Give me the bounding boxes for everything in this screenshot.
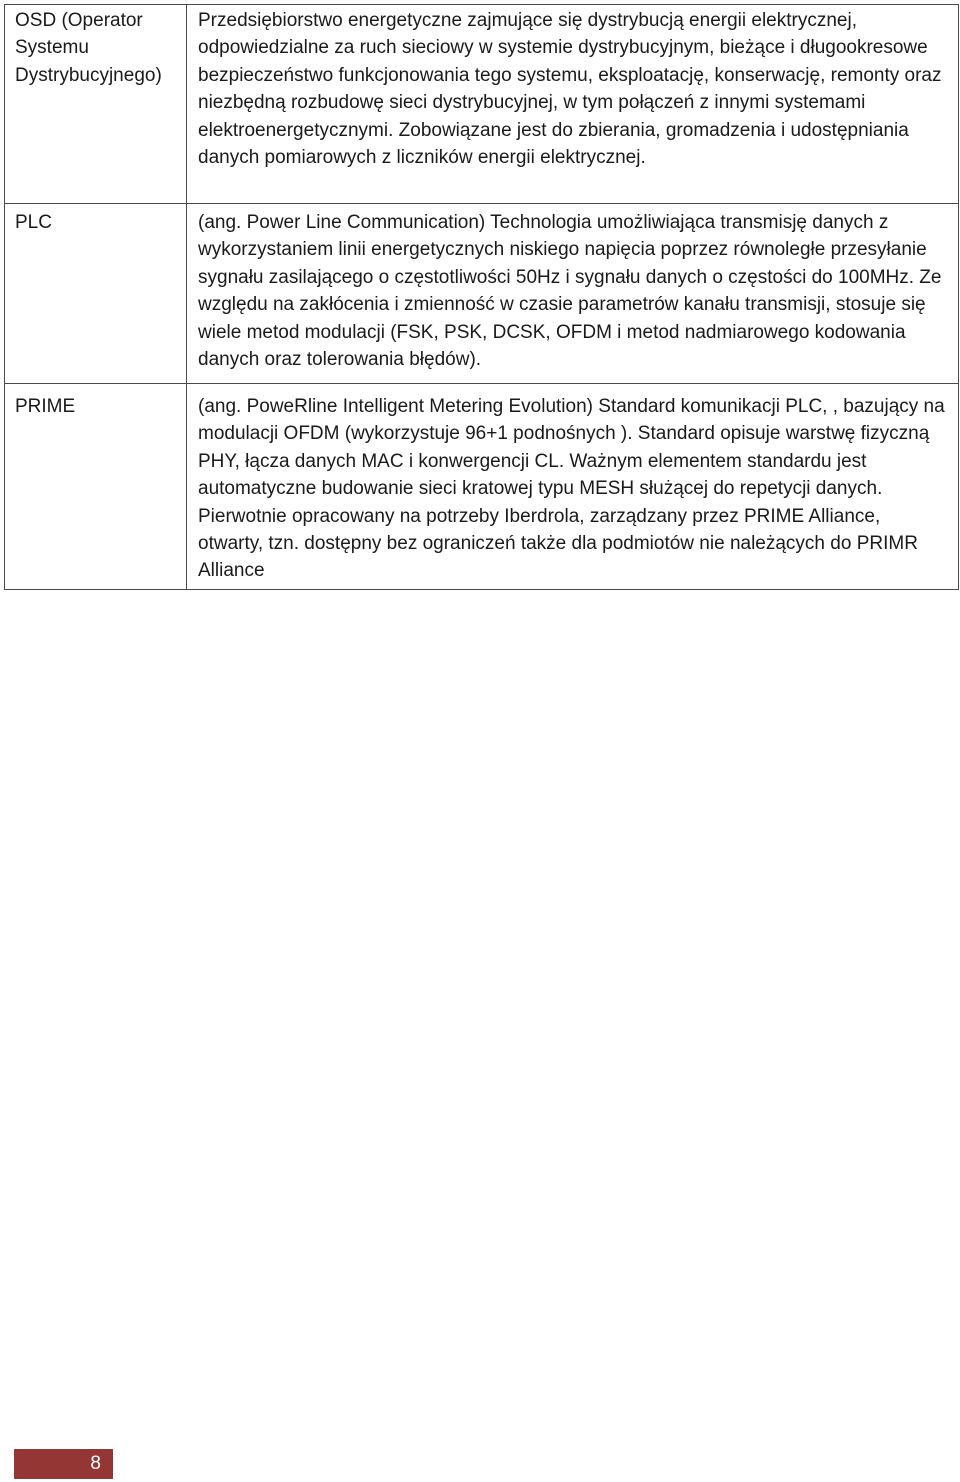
glossary-term: PLC [5, 204, 187, 384]
glossary-term: PRIME [5, 384, 187, 590]
glossary-definition: Przedsiębiorstwo energetyczne zajmujące się dystrybucją energii elektrycznej, odpowiedzialne za ruch sieciowy w systemie dystrybucyjnym, bieżące i długookresowe bezpieczeństwo funkcjonowania tego systemu, eksploatację, konserwację, remonty oraz niezbędną rozbudowę sieci dystrybucyjnej, w tym połączeń z innymi systemami elektroenergetycznymi. Zobowiązane jest do zbierania, gromadzenia i udostępniania danych pomiarowych z liczników energii elektrycznej. [187, 5, 959, 204]
glossary-row-osd [5, 5, 959, 204]
glossary-row-prime [5, 384, 959, 590]
glossary-definition: (ang. Power Line Communication) Technologia umożliwiająca transmisję danych z wykorzystaniem linii energetycznych niskiego napięcia poprzez równoległe przesyłanie sygnału zasilającego o częstotliwości 50Hz i sygnału danych o częstości do 100MHz. Ze względu na zakłócenia i zmienność w czasie parametrów kanału transmisji, stosuje się wiele metod modulacji (FSK, PSK, DCSK, OFDM i metod nadmiarowego kodowania danych oraz tolerowania błędów). [187, 204, 959, 384]
page-number: 8 [14, 1449, 113, 1479]
glossary-term: OSD (Operator Systemu Dystrybucyjnego) [5, 5, 187, 204]
glossary-table [4, 4, 959, 590]
glossary-definition: (ang. PoweRline Intelligent Metering Evolution) Standard komunikacji PLC, , bazujący na modulacji OFDM (wykorzystuje 96+1 podnośnych ). Standard opisuje warstwę fizyczną PHY, łącza danych MAC i konwergencji CL. Ważnym elementem standardu jest automatyczne budowanie sieci kratowej typu MESH służącej do repetycji danych. Pierwotnie opracowany na potrzeby Iberdrola, zarządzany przez PRIME Alliance, otwarty, tzn. dostępny bez ograniczeń także dla podmiotów nie należących do PRIMR Alliance [187, 384, 959, 590]
glossary-row-plc [5, 204, 959, 384]
